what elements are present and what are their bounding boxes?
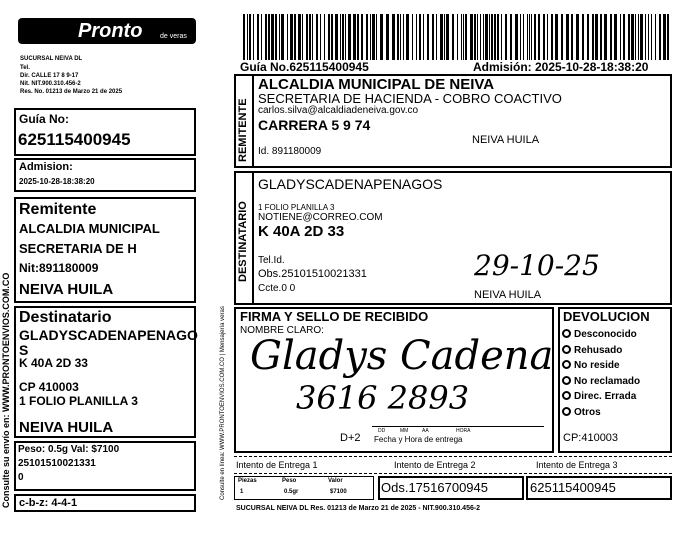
- bottom-guia: 625115400945: [530, 480, 616, 495]
- radio-icon: [562, 345, 571, 354]
- devolucion-cp: CP:410003: [563, 432, 619, 444]
- barcode-bar: [571, 14, 573, 60]
- barcode-bar: [275, 14, 277, 60]
- bottom-footer: SUCURSAL NEIVA DL Res. 01213 de Marzo 21 de 2025 - NIT.900.310.456-2: [236, 505, 481, 512]
- firma-d2: D+2: [340, 432, 361, 444]
- barcode-bar: [361, 14, 363, 60]
- left-destinatario-address: K 40A 2D 33: [19, 356, 88, 370]
- barcode-bar: [357, 14, 359, 60]
- barcode-bar: [663, 14, 666, 60]
- barcode-bar: [436, 14, 437, 60]
- barcode-bar: [457, 14, 458, 60]
- firma-date-row: [372, 426, 544, 447]
- side-url-mid: Consulte en línea: WWW.PRONTOENVIOS.COM.CO | Mensajería veras: [220, 306, 226, 500]
- destinatario-email: NOTIENE@CORREO.COM: [258, 212, 383, 223]
- barcode-bar: [370, 14, 371, 60]
- radio-icon: [562, 376, 571, 385]
- barcode-bar: [247, 14, 248, 60]
- barcode: [243, 14, 673, 60]
- barcode-bar: [444, 14, 445, 60]
- barcode-bar: [534, 14, 536, 60]
- barcode-bar: [419, 14, 421, 60]
- remitente-city: NEIVA HUILA: [472, 134, 540, 146]
- barcode-bar: [316, 14, 318, 60]
- barcode-bar: [520, 14, 521, 60]
- remitente-line1: ALCALDIA MUNICIPAL DE NEIVA: [258, 76, 495, 93]
- barcode-bar: [510, 14, 512, 60]
- intento-3: Intento de Entrega 3: [536, 460, 618, 470]
- left-remitente-city: NEIVA HUILA: [19, 281, 114, 298]
- barcode-bar: [635, 14, 636, 60]
- barcode-bar: [614, 14, 617, 60]
- barcode-bar: [561, 14, 563, 60]
- left-admision-date: 2025-10-28-18:38:20: [19, 177, 95, 186]
- barcode-bar: [320, 14, 321, 60]
- barcode-bar: [335, 14, 338, 60]
- barcode-bar: [463, 14, 464, 60]
- intento-1: Intento de Entrega 1: [236, 460, 318, 470]
- radio-icon: [562, 407, 571, 416]
- barcode-bar: [461, 14, 462, 60]
- barcode-caption: Guía No.625115400945: [240, 60, 369, 74]
- devolucion-option-rehusado[interactable]: Rehusado: [562, 343, 640, 359]
- barcode-bar: [494, 14, 496, 60]
- logo: [18, 18, 196, 44]
- remitente-id: Id. 891180009: [258, 146, 322, 157]
- barcode-bar: [592, 14, 594, 60]
- date-col-dd: DD: [378, 428, 386, 434]
- barcode-bar: [547, 14, 548, 60]
- left-destinatario-city: NEIVA HUILA: [19, 419, 114, 436]
- barcode-bar: [403, 14, 404, 60]
- barcode-bar: [342, 14, 344, 60]
- valor-value: $7100: [330, 489, 347, 495]
- devolucion-title: DEVOLUCION: [563, 309, 650, 324]
- left-remitente-line2: SECRETARIA DE H: [19, 241, 137, 256]
- devolucion-options: [562, 327, 640, 420]
- barcode-bar: [265, 14, 267, 60]
- barcode-bar: [470, 14, 473, 60]
- barcode-bar: [423, 14, 424, 60]
- barcode-bar: [515, 14, 518, 60]
- remitente-vertical-label: REMITENTE: [237, 98, 249, 162]
- remitente-email: carlos.silva@alcaldiadeneiva.gov.co: [258, 105, 419, 116]
- barcode-bar: [380, 14, 383, 60]
- barcode-bar: [631, 14, 634, 60]
- left-destinatario-label: Destinatario: [19, 309, 112, 326]
- barcode-bar: [640, 14, 643, 60]
- barcode-bar: [376, 14, 377, 60]
- barcode-bar: [667, 14, 669, 60]
- piezas-label: Piezas: [238, 478, 257, 484]
- logo-brand: Pronto: [78, 20, 143, 42]
- firma-title: FIRMA Y SELLO DE RECIBIDO: [240, 309, 429, 324]
- barcode-bar: [531, 14, 532, 60]
- left-destinatario-name: GLADYSCADENAPENAGO: [19, 327, 198, 343]
- barcode-bar: [353, 14, 356, 60]
- barcode-bar: [489, 14, 490, 60]
- barcode-bar: [440, 14, 443, 60]
- devolucion-option-desconocido[interactable]: Desconocido: [562, 327, 640, 343]
- branch-line4: Nit. NIT.900.310.456-2: [20, 81, 81, 87]
- branch-line1: SUCURSAL NEIVA DL: [20, 56, 83, 62]
- left-guia-label: Guía No:: [19, 112, 69, 126]
- barcode-bar: [279, 14, 280, 60]
- barcode-bar: [298, 14, 301, 60]
- barcode-bar: [261, 14, 262, 60]
- valor-label: Valor: [328, 478, 343, 484]
- left-zero: 0: [18, 472, 24, 483]
- barcode-bar: [427, 14, 429, 60]
- left-remitente-nit: Nit:891180009: [19, 261, 99, 275]
- barcode-bar: [623, 14, 625, 60]
- barcode-bar: [576, 14, 579, 60]
- barcode-bar: [340, 14, 341, 60]
- bottom-ods: Ods.17516700945: [381, 480, 488, 495]
- devolucion-option-direc-errada[interactable]: Direc. Errada: [562, 389, 640, 405]
- remitente-line2: SECRETARIA DE HACIENDA - COBRO COACTIVO: [258, 91, 562, 106]
- barcode-bar: [595, 14, 598, 60]
- destinatario-content: 1 FOLIO PLANILLA 3: [258, 203, 335, 212]
- barcode-bar: [253, 14, 254, 60]
- left-destinatario-name-cont: S: [19, 342, 29, 358]
- side-url-left: Consulte su envío en: WWW.PRONTOENVIOS.COM.CO: [1, 272, 11, 508]
- barcode-bar: [432, 14, 434, 60]
- barcode-bar: [491, 14, 493, 60]
- barcode-bar: [294, 14, 296, 60]
- remitente-address: CARRERA 5 9 74: [258, 117, 371, 133]
- barcode-bar: [268, 14, 270, 60]
- barcode-bar: [610, 14, 612, 60]
- barcode-bar: [312, 14, 313, 60]
- peso-value: 0.5gr: [284, 489, 299, 495]
- barcode-bar: [309, 14, 311, 60]
- barcode-bar: [366, 14, 368, 60]
- signature-number: 3616 2893: [296, 379, 470, 417]
- left-admision-label: Admision:: [19, 161, 73, 173]
- left-remitente-label: Remitente: [19, 201, 97, 218]
- fecha-label: Fecha y Hora de entrega: [374, 435, 463, 444]
- barcode-bar: [523, 14, 524, 60]
- barcode-bar: [243, 14, 245, 60]
- barcode-bar: [452, 14, 454, 60]
- barcode-bar: [477, 14, 478, 60]
- barcode-bar: [628, 14, 630, 60]
- left-destinatario-cp: CP 410003: [19, 380, 79, 394]
- radio-icon: [562, 360, 571, 369]
- left-guia-number: 625115400945: [18, 130, 131, 149]
- barcode-bar: [483, 14, 484, 60]
- barcode-bar: [659, 14, 661, 60]
- destinatario-obs: Obs.25101510021331: [258, 268, 367, 280]
- left-ods: 25101510021331: [18, 458, 96, 469]
- barcode-bar: [527, 14, 528, 60]
- piezas-value: 1: [240, 489, 244, 495]
- branch-line2: Tel.: [20, 65, 30, 71]
- destinatario-tel: Tel.Id.: [258, 255, 285, 266]
- barcode-bar: [543, 14, 545, 60]
- barcode-bar: [416, 14, 417, 60]
- barcode-bar: [555, 14, 558, 60]
- barcode-bar: [587, 14, 589, 60]
- barcode-bar: [281, 14, 284, 60]
- date-col-aa: AA: [422, 428, 429, 434]
- barcode-bar: [271, 14, 274, 60]
- barcode-bar: [485, 14, 488, 60]
- barcode-bar: [257, 14, 259, 60]
- date-col-mm: MM: [400, 428, 409, 434]
- firma-nombre-label: NOMBRE CLARO:: [240, 325, 324, 336]
- destinatario-vertical-label: DESTINATARIO: [237, 201, 249, 282]
- barcode-bar: [392, 14, 395, 60]
- signature-name: Gladys Cadena: [250, 333, 554, 379]
- date-col-hora: HORA: [456, 428, 471, 434]
- barcode-bar: [446, 14, 449, 60]
- barcode-bar: [345, 14, 346, 60]
- barcode-bar: [324, 14, 325, 60]
- barcode-bar: [480, 14, 481, 60]
- branch-line5: Res. No. 01213 de Marzo 21 de 2025: [20, 89, 123, 95]
- intento-2: Intento de Entrega 2: [394, 460, 476, 470]
- barcode-bar: [505, 14, 507, 60]
- destinatario-ccte: Ccte.0 0: [258, 283, 296, 294]
- left-destinatario-content: 1 FOLIO PLANILLA 3: [19, 394, 138, 408]
- barcode-bar: [620, 14, 621, 60]
- barcode-bar: [372, 14, 375, 60]
- barcode-bar: [600, 14, 602, 60]
- barcode-bar: [412, 14, 413, 60]
- intentos-row: [234, 456, 672, 474]
- barcode-bar: [290, 14, 293, 60]
- barcode-bar: [645, 14, 646, 60]
- barcode-bar: [604, 14, 607, 60]
- barcode-bar: [331, 14, 333, 60]
- destinatario-name: GLADYSCADENAPENAGOS: [258, 176, 443, 192]
- barcode-bar: [501, 14, 502, 60]
- barcode-bar: [348, 14, 351, 60]
- barcode-bar: [582, 14, 584, 60]
- barcode-bar: [538, 14, 540, 60]
- handwritten-date: 29-10-25: [474, 249, 600, 282]
- barcode-bar: [474, 14, 476, 60]
- barcode-bar: [249, 14, 251, 60]
- barcode-bar: [328, 14, 330, 60]
- barcode-bar: [638, 14, 639, 60]
- devolucion-option-otros[interactable]: Otros: [562, 405, 640, 421]
- left-peso: Peso: 0.5g Val: $7100: [18, 444, 120, 455]
- devolucion-option-no-reside[interactable]: No reside: [562, 358, 640, 374]
- barcode-bar: [397, 14, 399, 60]
- admision-header: Admisión: 2025-10-28-18:38:20: [473, 60, 649, 74]
- barcode-bar: [566, 14, 569, 60]
- barcode-bar: [648, 14, 649, 60]
- barcode-bar: [529, 14, 530, 60]
- barcode-bar: [306, 14, 308, 60]
- barcode-bar: [302, 14, 303, 60]
- left-cbz: c-b-z: 4-4-1: [19, 497, 78, 509]
- destinatario-address: K 40A 2D 33: [258, 223, 345, 240]
- barcode-bar: [655, 14, 656, 60]
- radio-icon: [562, 329, 571, 338]
- barcode-bar: [651, 14, 652, 60]
- barcode-bar: [400, 14, 401, 60]
- barcode-bar: [386, 14, 389, 60]
- radio-icon: [562, 391, 571, 400]
- peso-label: Peso: [282, 478, 297, 484]
- barcode-bar: [497, 14, 499, 60]
- destinatario-city: NEIVA HUILA: [474, 289, 542, 301]
- left-remitente-line1: ALCALDIA MUNICIPAL: [19, 221, 160, 236]
- barcode-bar: [465, 14, 467, 60]
- barcode-bar: [406, 14, 409, 60]
- branch-line3: Dir. CALLE 17 8 9-17: [20, 73, 79, 79]
- barcode-bar: [287, 14, 288, 60]
- devolucion-option-no-reclamado[interactable]: No reclamado: [562, 374, 640, 390]
- barcode-bar: [551, 14, 553, 60]
- logo-tagline: de veras: [160, 33, 187, 40]
